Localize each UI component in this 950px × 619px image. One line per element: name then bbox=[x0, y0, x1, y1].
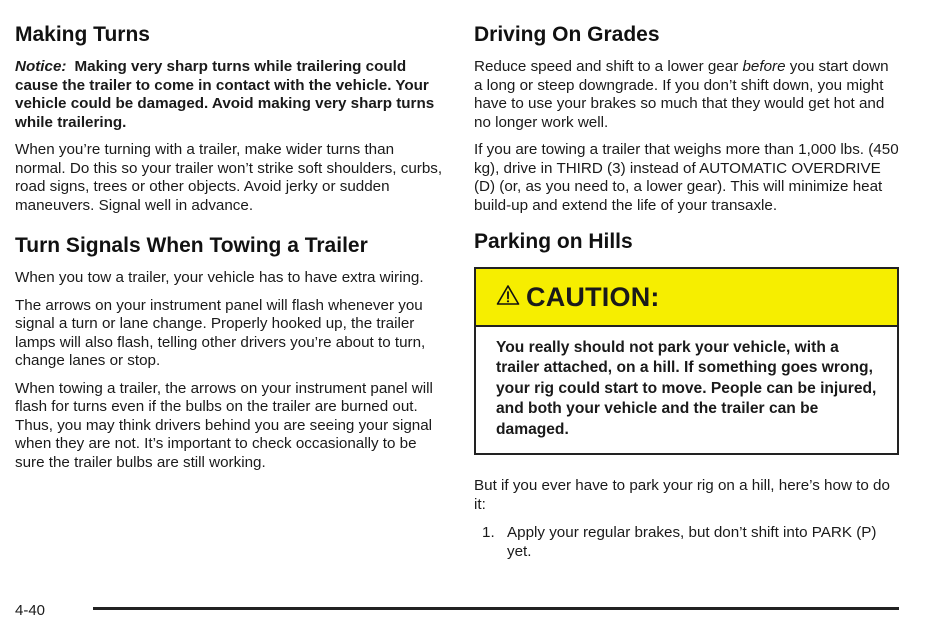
making-turns-body: When you’re turning with a trailer, make wider turns than normal. Do this so your trailer won’t strike soft shoulders, curbs, road signs, trees or other objects. Avoid jerky or sudden maneuvers. Signal well in advance. bbox=[15, 141, 443, 214]
turn-signals-p2: The arrows on your instrument panel will flash whenever you signal a turn or lane change. Properly hooked up, the trailer lamps will also flash, telling other drivers you’re about to turn, change lanes or stop. bbox=[15, 296, 426, 369]
notice-text: Making very sharp turns while trailering could cause the trailer to come in contact with the vehicle. Your vehicle could be damaged. Avoid making very sharp turns while trailering. bbox=[15, 58, 435, 131]
grades-p1 bbox=[474, 58, 899, 132]
footer-divider bbox=[93, 607, 899, 610]
list-item-text: Apply your regular brakes, but don’t shift into PARK (P) yet. bbox=[507, 524, 877, 560]
grades-p1-emphasis: before bbox=[742, 58, 786, 75]
driving-on-grades-section bbox=[474, 22, 899, 215]
caution-text: You really should not park your vehicle, with a trailer attached, on a hill. If something goes wrong, your rig could start to move. People can be injured, and both your vehicle and the trailer can be damaged. bbox=[496, 339, 877, 438]
warning-triangle-icon bbox=[496, 284, 520, 311]
caution-header bbox=[476, 269, 897, 327]
grades-p2: If you are towing a trailer that weighs more than 1,000 lbs. (450 kg), drive in THIRD (3) instead of AUTOMATIC OVERDRIVE (D) (or, as you need to, a lower gear). This will minimize heat build-up and extend the life of your transaxle. bbox=[474, 141, 899, 214]
caution-title: CAUTION: bbox=[526, 281, 660, 312]
driving-on-grades-heading: Driving On Grades bbox=[474, 23, 660, 46]
turn-signals-heading: Turn Signals When Towing a Trailer bbox=[15, 234, 368, 257]
notice-label: Notice: bbox=[15, 58, 67, 75]
right-column bbox=[474, 18, 899, 561]
page-number: 4-40 bbox=[15, 602, 46, 619]
turn-signals-section bbox=[15, 233, 445, 472]
list-item-number: 1. bbox=[482, 524, 495, 542]
parking-on-hills-heading: Parking on Hills bbox=[474, 230, 633, 253]
caution-box bbox=[474, 267, 899, 455]
notice-paragraph bbox=[15, 58, 445, 132]
turn-signals-p1: When you tow a trailer, your vehicle has to have extra wiring. bbox=[15, 269, 424, 286]
turn-signals-p3: When towing a trailer, the arrows on your instrument panel will flash for turns even if the bulbs on the trailer are burned out. Thus, you may think drivers behind you are seeing your signal when they are not. It’s important to check occasionally to be sure the trailer bulbs are still working. bbox=[15, 379, 433, 471]
grades-p1-after: you start down a long or steep downgrade. If you don’t shift down, you might have to use your brakes so much that they would get hot and no longer work well. bbox=[474, 58, 889, 131]
left-column bbox=[15, 18, 445, 481]
list-item bbox=[482, 524, 899, 561]
parking-on-hills-section bbox=[474, 229, 899, 561]
making-turns-heading: Making Turns bbox=[15, 23, 150, 46]
parking-hills-body: But if you ever have to park your rig on a hill, here’s how to do it: bbox=[474, 477, 890, 513]
grades-p1-before: Reduce speed and shift to a lower gear bbox=[474, 58, 743, 75]
making-turns-section bbox=[15, 22, 445, 215]
